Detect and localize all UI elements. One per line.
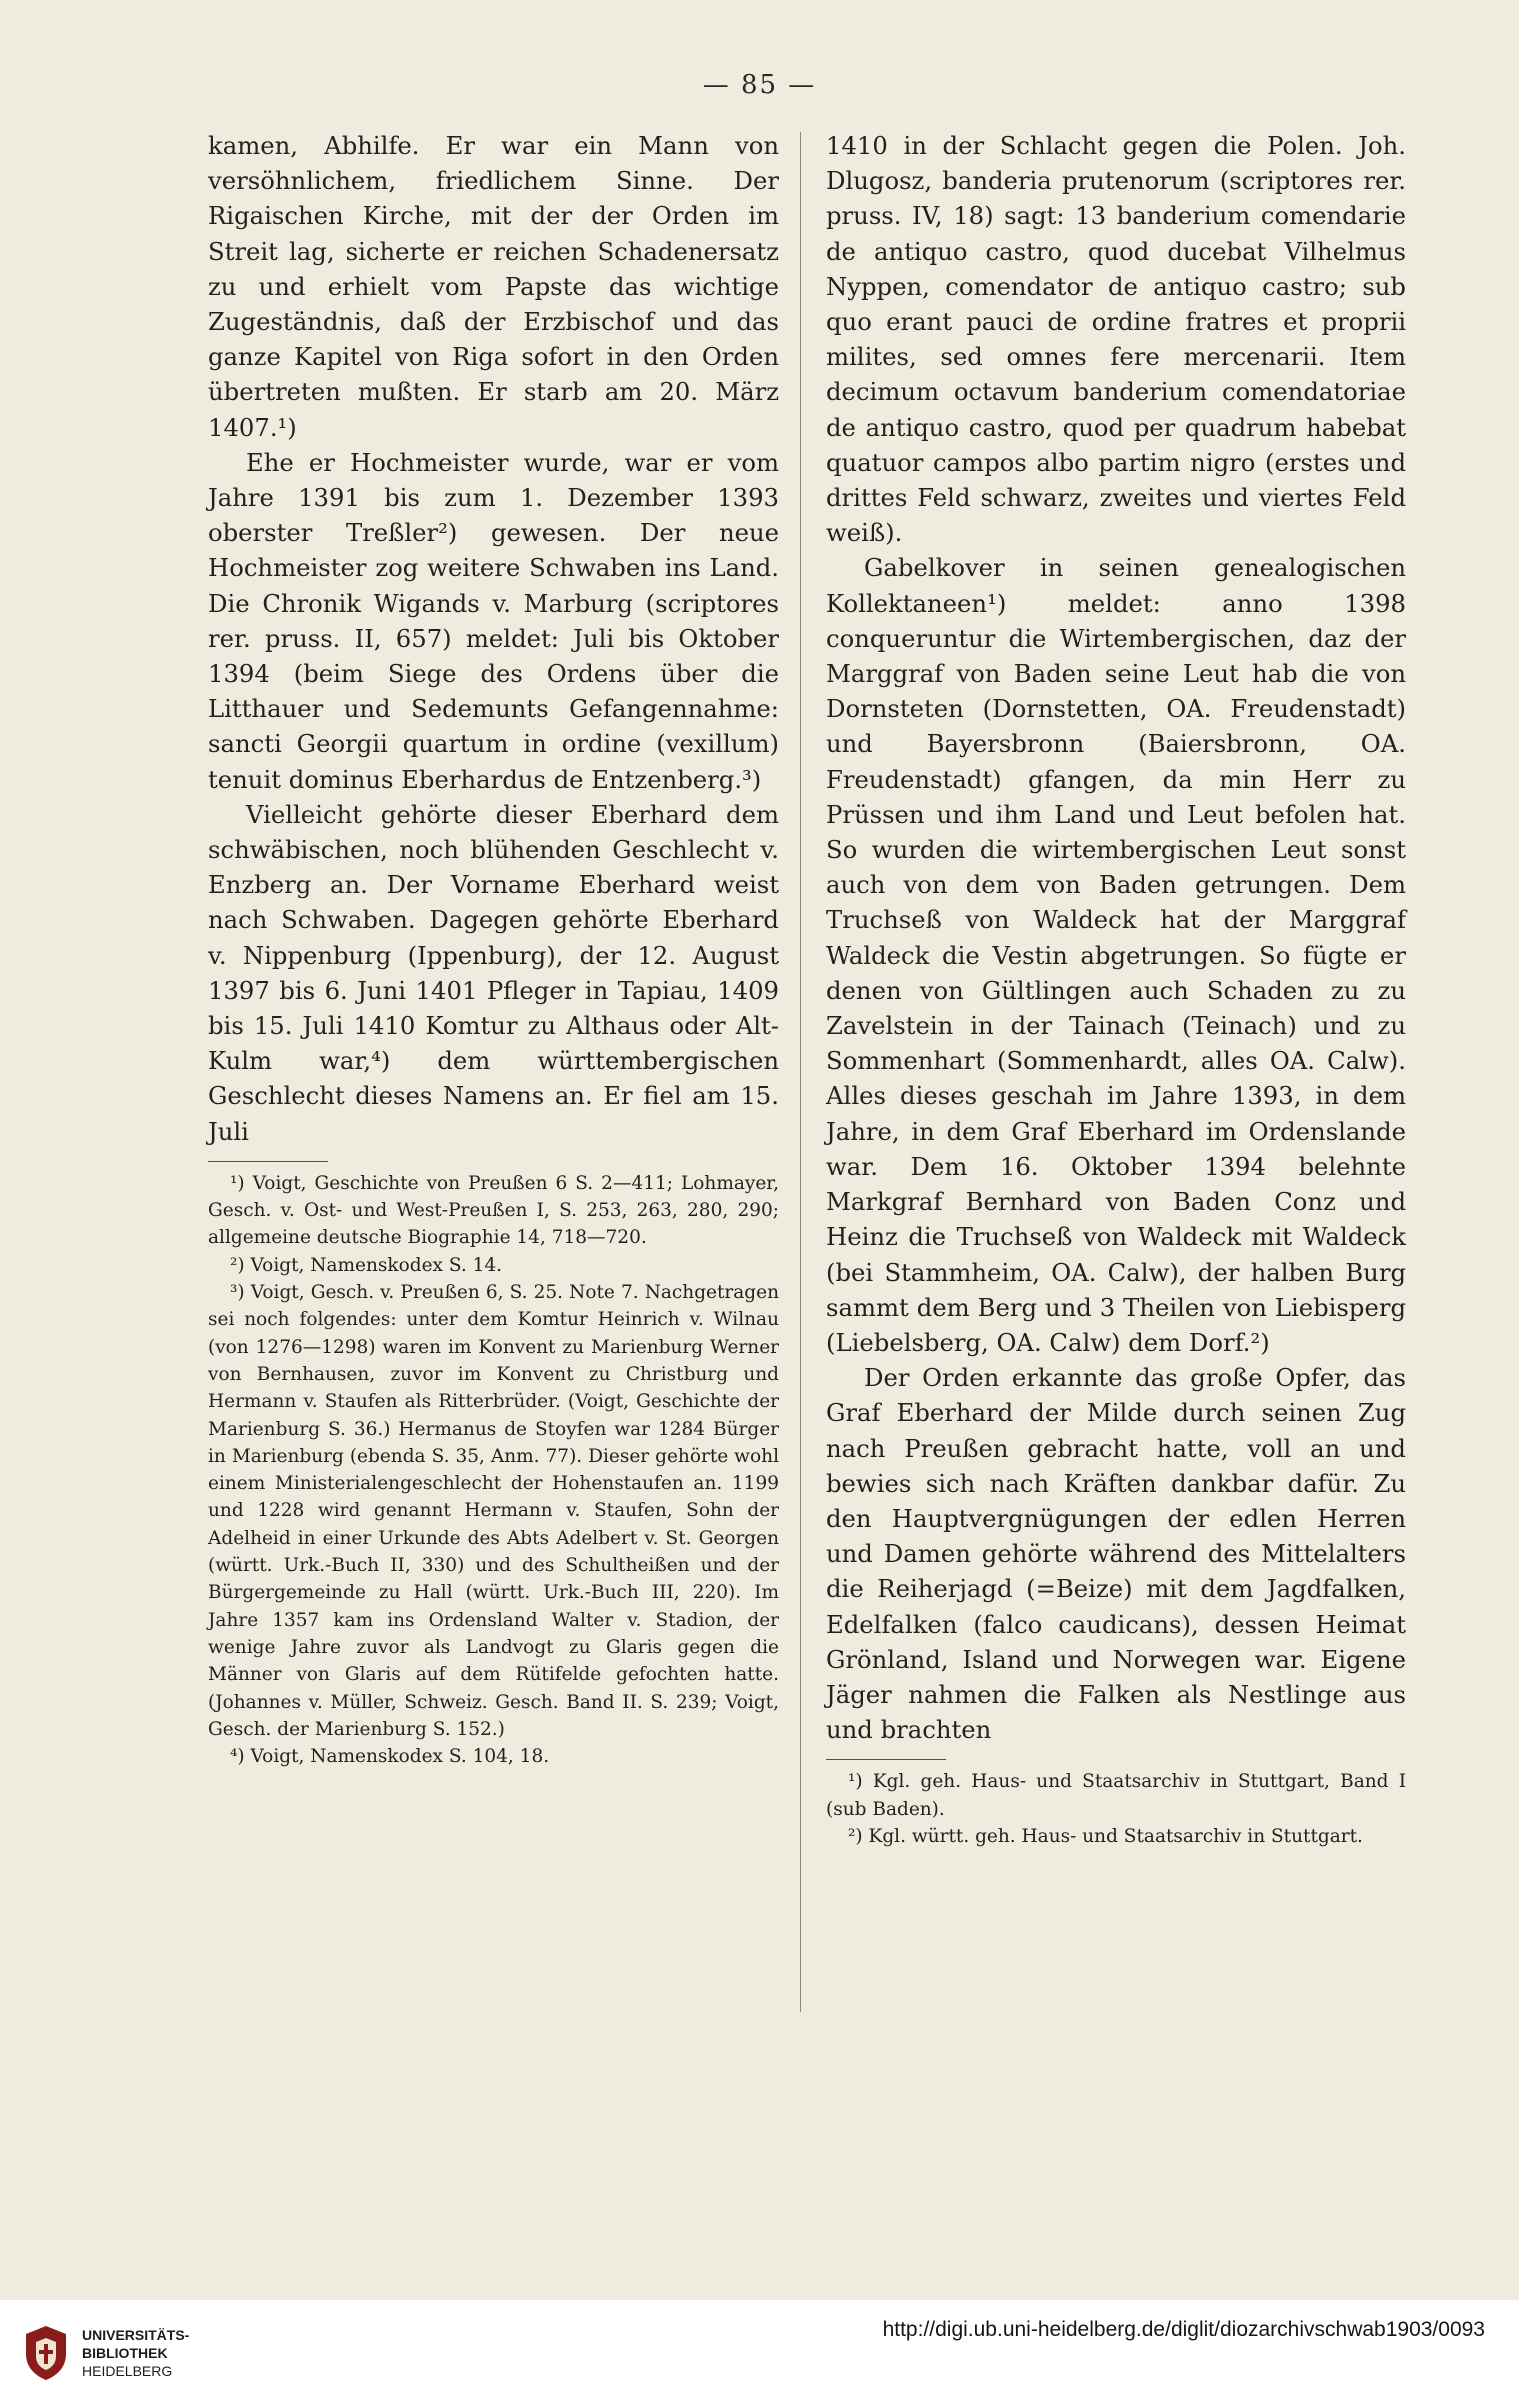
left-footnote-1: ¹) Voigt, Geschichte von Preußen 6 S. 2—411; Lohmayer, Gesch. v. Ost- und West-Preußen I, S. 253, 263, 280, 290; allgemeine deutsche Biographie 14, 718—720. (208, 1172, 779, 1249)
left-footnote-4: ⁴) Voigt, Namenskodex S. 104, 18. (230, 1746, 550, 1768)
left-paragraph-3: Vielleicht gehörte dieser Eberhard dem schwäbischen, noch blühenden Geschlecht v. Enzberg an. Der Vorname Eberhard weist nach Schwaben. Dagegen gehörte Eberhard v. Nippenburg (Ippenburg), der 12. August 1397 bis 6. Juni 1401 Pfleger in Tapiau, 1409 bis 15. Juli 1410 Komtur zu Althaus oder Alt-Kulm war,⁴) dem württembergischen Geschlecht dieses Namens an. Er fiel am 15. Juli (208, 799, 779, 1146)
right-footnote-2: ²) Kgl. württ. geh. Haus- und Staatsarchiv in Stuttgart. (848, 1825, 1363, 1847)
right-paragraph-1: 1410 in der Schlacht gegen die Polen. Joh. Dlugosz, banderia prutenorum (scriptores rer. pruss. IV, 18) sagt: 13 banderium comendarie de antiquo castro, quod ducebat Vilhelmus Nyppen, comendator de antiquo castro; sub quo erant pauci de ordine fratres et proprii milites, sed omnes fere mercenarii. Item decimum octavum banderium comendatoriae de antiquo castro, quod per quadrum habebat quatuor campos albo partim nigro (erstes und drittes Feld schwarz, zweites und viertes Feld weiß). (826, 131, 1406, 548)
column-divider (800, 132, 801, 2012)
page-number: — 85 — (702, 70, 817, 100)
left-footnote-2: ²) Voigt, Namenskodex S. 14. (230, 1254, 503, 1276)
library-emblem-icon (22, 2324, 70, 2382)
library-name-line2: BIBLIOTHEK (82, 2345, 168, 2361)
left-paragraph-1: kamen, Abhilfe. Er war ein Mann von versöhnlichem, friedlichem Sinne. Der Rigaischen Kirche, mit der der Orden im Streit lag, sicherte er reichen Schadenersatz zu und erhielt vom Papste das wichtige Zugeständnis, daß der Erzbischof und das ganze Kapitel von Riga sofort in den Orden übertreten mußten. Er starb am 20. März 1407.¹) (208, 131, 779, 442)
right-column (826, 128, 1406, 1850)
footnote-divider (208, 1161, 328, 1162)
library-name-line3: HEIDELBERG (82, 2363, 173, 2379)
right-paragraph-3: Der Orden erkannte das große Opfer, das Graf Eberhard der Milde durch seinen Zug nach Preußen gebracht hatte, voll an und bewies sich nach Kräften dankbar dafür. Zu den Hauptvergnügungen der edlen Herren und Damen gehörte während des Mittelalters die Reiherjagd (=Beize) mit dem Jagdfalken, Edelfalken (falco caudicans), dessen Heimat Grönland, Island und Norwegen war. Eigene Jäger nahmen die Falken als Nestlinge aus und brachten (826, 1363, 1406, 1745)
footer-bar (0, 2300, 1519, 2403)
right-paragraph-2: Gabelkover in seinen genealogischen Kollektaneen¹) meldet: anno 1398 conqueruntur die Wirtembergischen, daz der Marggraf von Baden seine Leut hab die von Dornsteten (Dornstetten, OA. Freudenstadt) und Bayersbronn (Baiersbronn, OA. Freudenstadt) gfangen, da min Herr zu Prüssen und ihm Land und Leut befolen hat. So wurden die wirtembergischen Leut sonst auch von dem von Baden getrungen. Dem Truchseß von Waldeck hat der Marggraf Waldeck die Vestin abgetrungen. So fügte er denen von Gültlingen auch Schaden zu zu Zavelstein in der Tainach (Teinach) und zu Sommenhart (Sommenhardt, alles OA. Calw). Alles dieses geschah im Jahre 1393, in dem Jahre, in dem Graf Eberhard im Ordenslande war. Dem 16. Oktober 1394 belehnte Markgraf Bernhard von Baden Conz und Heinz die Truchseß von Waldeck mit Waldeck (bei Stammheim, OA. Calw), der halben Burg sammt dem Berg und 3 Theilen von Liebisperg (Liebelsberg, OA. Calw) dem Dorf.²) (826, 553, 1406, 1357)
library-logo[interactable] (22, 2314, 212, 2392)
left-paragraph-2: Ehe er Hochmeister wurde, war er vom Jahre 1391 bis zum 1. Dezember 1393 oberster Treßler²) gewesen. Der neue Hochmeister zog weitere Schwaben ins Land. Die Chronik Wigands v. Marburg (scriptores rer. pruss. II, 657) meldet: Juli bis Oktober 1394 (beim Siege des Ordens über die Litthauer und Sedemunts Gefangennahme: sancti Georgii quartum in ordine (vexillum) tenuit dominus Eberhardus de Entzenberg.³) (208, 447, 779, 794)
library-name (82, 2326, 189, 2380)
right-footnote-1: ¹) Kgl. geh. Haus- und Staatsarchiv in Stuttgart, Band I (sub Baden). (826, 1771, 1406, 1820)
left-footnote-3: ³) Voigt, Gesch. v. Preußen 6, S. 25. Note 7. Nachgetragen sei noch folgendes: unter dem Komtur Heinrich v. Wilnau (von 1276—1298) waren im Konvent zu Marienburg Werner von Bernhausen, zuvor im Konvent zu Christburg und Hermann v. Staufen als Ritterbrüder. (Voigt, Geschichte der Marienburg S. 36.) Hermanus de Stoyfen war 1284 Bürger in Marienburg (ebenda S. 35, Anm. 77). Dieser gehörte wohl einem Ministerialengeschlecht der Hohenstaufen an. 1199 und 1228 wird genannt Hermann v. Staufen, Sohn der Adelheid in einer Urkunde des Abts Adelbert v. St. Georgen (württ. Urk.-Buch II, 330) und des Schultheißen und der Bürgergemeinde zu Hall (württ. Urk.-Buch III, 220). Im Jahre 1357 kam ins Ordensland Walter v. Stadion, der wenige Jahre zuvor als Landvogt zu Glaris gegen die Männer von Glaris auf dem Rütifelde gefochten hatte. (Johannes v. Müller, Schweiz. Gesch. Band II. S. 239; Voigt, Gesch. der Marienburg S. 152.) (208, 1282, 779, 1740)
library-name-line1: UNIVERSITÄTS- (82, 2327, 190, 2343)
permalink-url[interactable]: http://digi.ub.uni-heidelberg.de/diglit/diozarchivschwab1903/0093 (882, 2318, 1485, 2341)
footnote-divider (826, 1759, 946, 1760)
left-column (208, 128, 779, 1770)
